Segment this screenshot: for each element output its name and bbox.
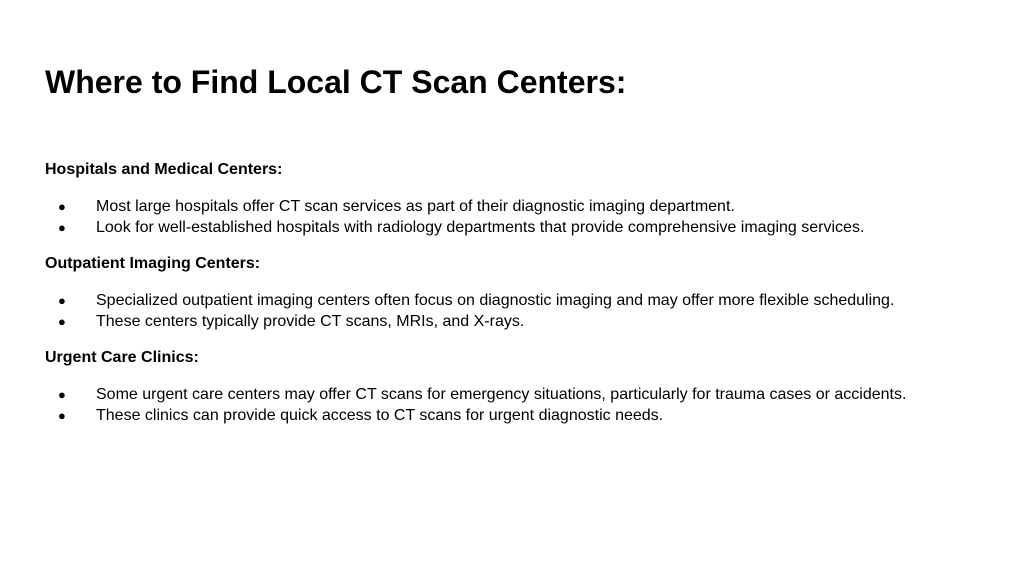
section-heading: Hospitals and Medical Centers: [45, 161, 283, 178]
bullet-list [45, 196, 985, 238]
bullet-icon: ● [58, 314, 66, 329]
section-heading: Outpatient Imaging Centers: [45, 255, 261, 272]
bullet-icon: ● [58, 220, 66, 235]
bullet-text: Most large hospitals offer CT scan services as part of their diagnostic imaging department. [96, 198, 735, 215]
bullet-text: Some urgent care centers may offer CT scans for emergency situations, particularly for trauma cases or accidents. [96, 386, 907, 403]
bullet-icon: ● [58, 408, 66, 423]
list-item [45, 405, 976, 426]
list-item [45, 311, 976, 332]
bullet-list [45, 384, 985, 426]
section-hospitals [45, 160, 985, 238]
bullet-text: These clinics can provide quick access to CT scans for urgent diagnostic needs. [96, 407, 664, 424]
bullet-text: These centers typically provide CT scans, MRIs, and X-rays. [96, 313, 525, 330]
list-item [45, 384, 976, 405]
list-item [45, 196, 976, 217]
bullet-icon: ● [58, 199, 66, 214]
slide-content [45, 160, 985, 442]
bullet-icon: ● [58, 387, 66, 402]
list-item [45, 290, 976, 311]
bullet-list [45, 290, 985, 332]
list-item [45, 217, 976, 238]
section-heading: Urgent Care Clinics: [45, 349, 199, 366]
section-urgent-care [45, 348, 985, 426]
bullet-text: Look for well-established hospitals with radiology departments that provide comprehensive imaging services. [96, 219, 865, 236]
bullet-icon: ● [58, 293, 66, 308]
bullet-text: Specialized outpatient imaging centers often focus on diagnostic imaging and may offer more flexible scheduling. [96, 292, 895, 309]
slide-title: Where to Find Local CT Scan Centers: [45, 64, 627, 100]
section-outpatient [45, 254, 985, 332]
